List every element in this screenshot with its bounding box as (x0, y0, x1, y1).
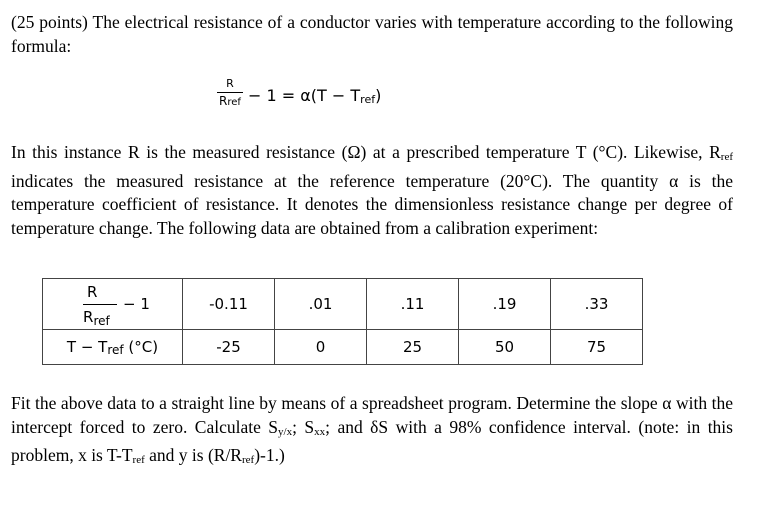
table-cell: 0 (275, 330, 367, 365)
table-cell: 50 (459, 330, 551, 365)
problem-task: Fit the above data to a straight line by means of a spreadsheet program. Determine the slope α with the intercept forced to zero. Calculate Sy/x; Sxx; and δS with a 98% confidence interval. (note: in this problem, x is T-Tref and y is (R/Rref)-1.) (11, 393, 733, 466)
row-header-temperature: T − Tref (°C) (43, 330, 183, 365)
table-cell: 25 (367, 330, 459, 365)
problem-intro: (25 points) The electrical resistance of a conductor varies with temperature according to the following formula: (11, 12, 733, 56)
formula-numerator: R (226, 77, 234, 90)
row-header-ratio: R − 1 $R_{ref}$ (43, 279, 183, 330)
table-row (43, 330, 643, 365)
table-cell: -0.11 (183, 279, 275, 330)
formula-rhs: − 1 = α(T − Tref) (248, 86, 382, 106)
calibration-table (42, 278, 643, 365)
problem-explanation: In this instance R is the measured resistance (Ω) at a prescribed temperature T (°C). Likewise, Rref indicates the measured resistance at the reference temperature (20°C). The quantity α is the temperature coefficient of resistance. It denotes the dimensionless resistance change per degree of temperature change. The following data are obtained from a calibration experiment: (11, 142, 733, 238)
table-cell: .11 (367, 279, 459, 330)
table-cell: 75 (551, 330, 643, 365)
table-cell: -25 (183, 330, 275, 365)
table-cell: .01 (275, 279, 367, 330)
table-cell: .19 (459, 279, 551, 330)
table-row (43, 279, 643, 330)
formula-fraction (214, 78, 246, 111)
formula-denominator: Rref (219, 94, 241, 108)
table-cell: .33 (551, 279, 643, 330)
